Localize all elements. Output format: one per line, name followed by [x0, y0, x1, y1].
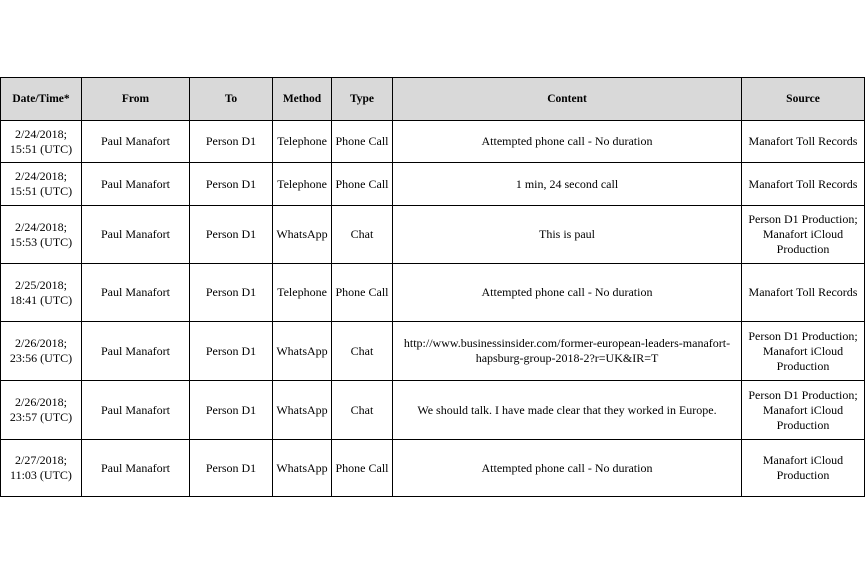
cell-source: Manafort Toll Records [742, 264, 865, 322]
cell-method: Telephone [273, 163, 332, 206]
table-row [1, 440, 865, 497]
header-to: To [190, 78, 273, 121]
cell-type: Chat [332, 322, 393, 381]
cell-to: Person D1 [190, 121, 273, 163]
table-header-row [1, 78, 865, 121]
header-method: Method [273, 78, 332, 121]
header-source: Source [742, 78, 865, 121]
cell-source: Manafort Toll Records [742, 121, 865, 163]
cell-from: Paul Manafort [82, 121, 190, 163]
cell-content: This is paul [393, 206, 742, 264]
cell-content: 1 min, 24 second call [393, 163, 742, 206]
cell-from: Paul Manafort [82, 440, 190, 497]
cell-content: Attempted phone call - No duration [393, 264, 742, 322]
cell-to: Person D1 [190, 440, 273, 497]
cell-datetime: 2/26/2018; 23:56 (UTC) [1, 322, 82, 381]
cell-type: Phone Call [332, 440, 393, 497]
cell-content: http://www.businessinsider.com/former-european-leaders-manafort-hapsburg-group-2018-2?r=UK&IR=T [393, 322, 742, 381]
cell-content: Attempted phone call - No duration [393, 440, 742, 497]
cell-source: Manafort Toll Records [742, 163, 865, 206]
cell-method: WhatsApp [273, 206, 332, 264]
cell-datetime: 2/25/2018; 18:41 (UTC) [1, 264, 82, 322]
cell-source: Person D1 Production; Manafort iCloud Production [742, 206, 865, 264]
table-row [1, 163, 865, 206]
header-type: Type [332, 78, 393, 121]
cell-content: We should talk. I have made clear that they worked in Europe. [393, 381, 742, 440]
cell-method: Telephone [273, 264, 332, 322]
cell-type: Phone Call [332, 163, 393, 206]
cell-type: Phone Call [332, 121, 393, 163]
cell-content: Attempted phone call - No duration [393, 121, 742, 163]
table-row [1, 381, 865, 440]
cell-from: Paul Manafort [82, 163, 190, 206]
table-row [1, 264, 865, 322]
cell-datetime: 2/26/2018; 23:57 (UTC) [1, 381, 82, 440]
cell-from: Paul Manafort [82, 381, 190, 440]
cell-method: Telephone [273, 121, 332, 163]
cell-type: Chat [332, 206, 393, 264]
cell-source: Person D1 Production; Manafort iCloud Production [742, 381, 865, 440]
cell-from: Paul Manafort [82, 264, 190, 322]
table-row [1, 121, 865, 163]
table-row [1, 206, 865, 264]
cell-from: Paul Manafort [82, 322, 190, 381]
cell-datetime: 2/24/2018; 15:53 (UTC) [1, 206, 82, 264]
cell-source: Manafort iCloud Production [742, 440, 865, 497]
cell-method: WhatsApp [273, 381, 332, 440]
cell-to: Person D1 [190, 264, 273, 322]
cell-to: Person D1 [190, 381, 273, 440]
cell-datetime: 2/24/2018; 15:51 (UTC) [1, 163, 82, 206]
cell-to: Person D1 [190, 163, 273, 206]
document-page [0, 77, 865, 497]
header-content: Content [393, 78, 742, 121]
cell-type: Phone Call [332, 264, 393, 322]
communications-table [0, 77, 865, 497]
cell-to: Person D1 [190, 206, 273, 264]
cell-to: Person D1 [190, 322, 273, 381]
header-from: From [82, 78, 190, 121]
cell-from: Paul Manafort [82, 206, 190, 264]
cell-type: Chat [332, 381, 393, 440]
cell-datetime: 2/27/2018; 11:03 (UTC) [1, 440, 82, 497]
cell-method: WhatsApp [273, 440, 332, 497]
table-row [1, 322, 865, 381]
cell-source: Person D1 Production; Manafort iCloud Production [742, 322, 865, 381]
cell-method: WhatsApp [273, 322, 332, 381]
cell-datetime: 2/24/2018; 15:51 (UTC) [1, 121, 82, 163]
header-datetime: Date/Time* [1, 78, 82, 121]
